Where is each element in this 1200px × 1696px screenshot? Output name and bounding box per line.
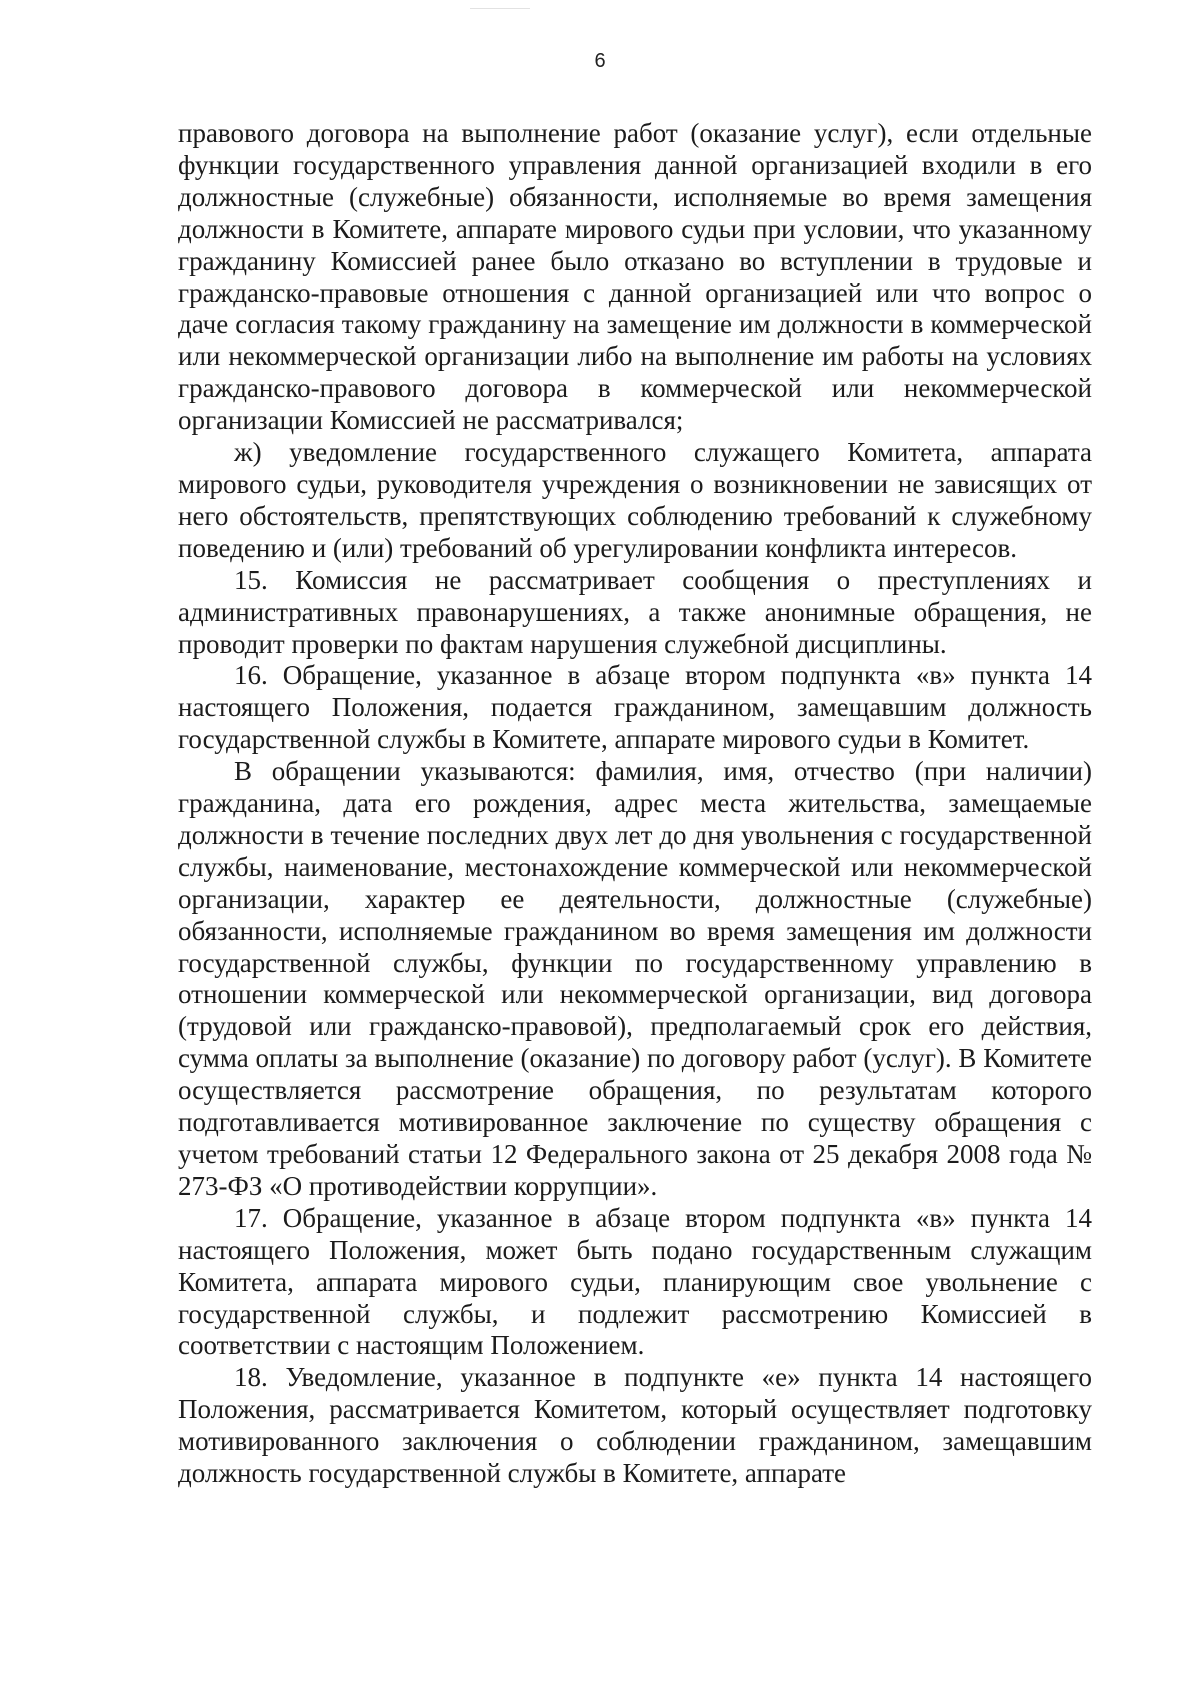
scan-artifact-top [470,8,530,9]
paragraph-item-zh: ж) уведомление государственного служащего Комитета, аппарата мирового судьи, руководителя учреждения о возникновении не зависящих от него обстоятельств, препятствующих соблюдению требований к служебному поведению и (или) требований об урегулировании конфликта интересов. [178,437,1092,563]
paragraph-15: 15. Комиссия не рассматривает сообщения о преступлениях и административных правонарушениях, а также анонимные обращения, не проводит проверки по фактам нарушения служебной дисциплины. [178,564,1092,659]
paragraph-continuation: правового договора на выполнение работ (оказание услуг), если отдельные функции государственного управления данной организацией входили в его должностные (служебные) обязанности, исполняемые во время замещения должности в Комитете, аппарате мирового судьи при условии, что указанному гражданину Комиссией ранее было отказано во вступлении в трудовые и гражданско-правовые отношения с данной организацией или что вопрос о даче согласия такому гражданину на замещение им должности в коммерческой или некоммерческой организации либо на выполнение им работы на условиях гражданско-правового договора в коммерческой или некоммерческой организации Комиссией не рассматривался; [178,118,1092,436]
paragraph-16: 16. Обращение, указанное в абзаце втором подпункта «в» пункта 14 настоящего Положения, подается гражданином, замещавшим должность государственной службы в Комитете, аппарате мирового судьи в Комитет. [178,660,1092,755]
page-number: 6 [594,50,606,72]
paragraph-16-details: В обращении указываются: фамилия, имя, отчество (при наличии) гражданина, дата его рождения, адрес места жительства, замещаемые должности в течение последних двух лет до дня увольнения с государственной службы, наименование, местонахождение коммерческой или некоммерческой организации, характер ее деятельности, должностные (служебные) обязанности, исполняемые гражданином во время замещения им должности государственной службы, функции по государственному управлению в отношении коммерческой или некоммерческой организации, вид договора (трудовой или гражданско-правовой), предполагаемый срок его действия, сумма оплаты за выполнение (оказание) по договору работ (услуг). В Комитете осуществляется рассмотрение обращения, по результатам которого подготавливается мотивированное заключение по существу обращения с учетом требований статьи 12 Федерального закона от 25 декабря 2008 года № 273-ФЗ «О противодействии коррупции». [178,756,1092,1201]
document-body [178,118,1092,1490]
paragraph-18: 18. Уведомление, указанное в подпункте «е» пункта 14 настоящего Положения, рассматривается Комитетом, который осуществляет подготовку мотивированного заключения о соблюдении гражданином, замещавшим должность государственной службы в Комитете, аппарате [178,1362,1092,1489]
paragraph-17: 17. Обращение, указанное в абзаце втором подпункта «в» пункта 14 настоящего Положения, может быть подано государственным служащим Комитета, аппарата мирового судьи, планирующим свое увольнение с государственной службы, и подлежит рассмотрению Комиссией в соответствии с настоящим Положением. [178,1202,1092,1361]
